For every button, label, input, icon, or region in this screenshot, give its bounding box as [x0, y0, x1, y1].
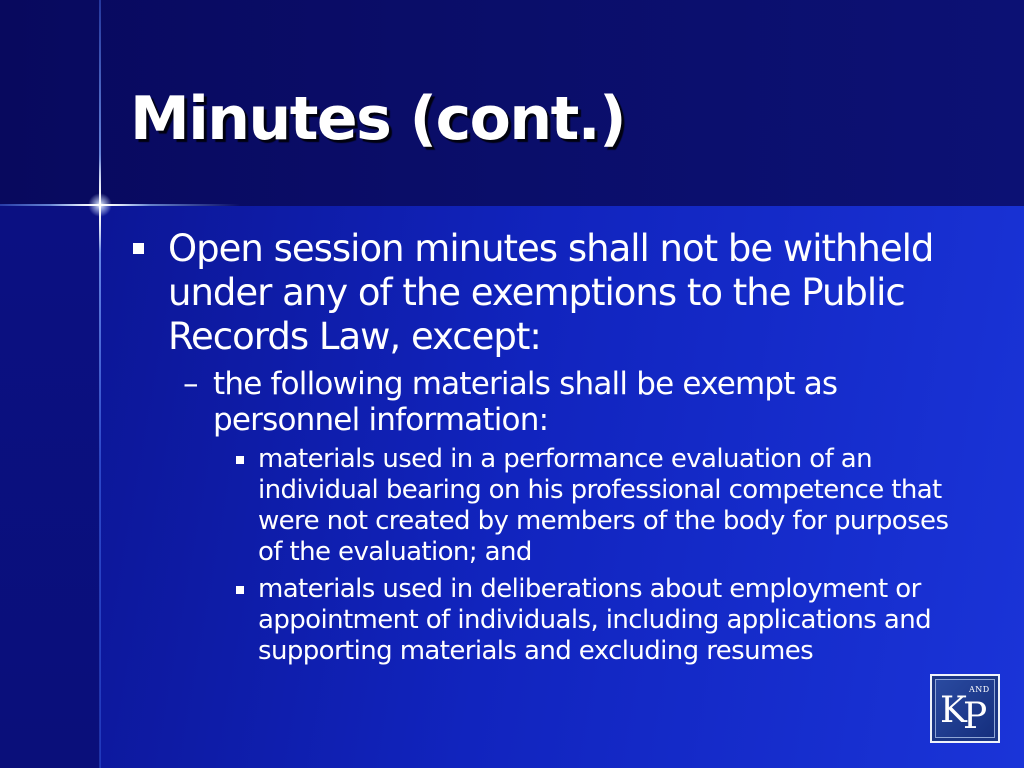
bullet-level-1: [168, 227, 1003, 359]
logo-letter-p: P: [963, 696, 988, 737]
bullet-level-3-text: materials used in deliberations about employment or appointment of individuals, including applications and supporting materials and excluding resumes: [258, 574, 932, 666]
logo-word-and: AND: [969, 685, 990, 694]
bullet-level-3: [258, 574, 966, 667]
bullet-level-3: [258, 444, 966, 568]
logo-inner-frame: [935, 679, 995, 738]
bullet-level-1-text: Open session minutes shall not be withheld under any of the exemptions to the Public Records Law, except:: [168, 227, 934, 358]
dash-bullet-marker: –: [183, 366, 199, 402]
bullet-level-3-text: materials used in a performance evaluation of an individual bearing on his professional competence that were not created by members of the body for purposes of the evaluation; and: [258, 444, 949, 567]
bullet-level-2-text: the following materials shall be exempt as personnel information:: [213, 366, 838, 438]
logo-letter-k: K: [940, 690, 967, 731]
bullet-level-2: [183, 366, 913, 438]
square-bullet-icon: [133, 243, 144, 254]
slide-title: Minutes (cont.): [130, 84, 625, 154]
square-bullet-icon: [236, 456, 244, 464]
sparkle-ray-horizontal: [50, 204, 150, 206]
slide-body: [0, 227, 1024, 667]
kp-logo: [930, 674, 1000, 743]
square-bullet-icon: [236, 586, 244, 594]
